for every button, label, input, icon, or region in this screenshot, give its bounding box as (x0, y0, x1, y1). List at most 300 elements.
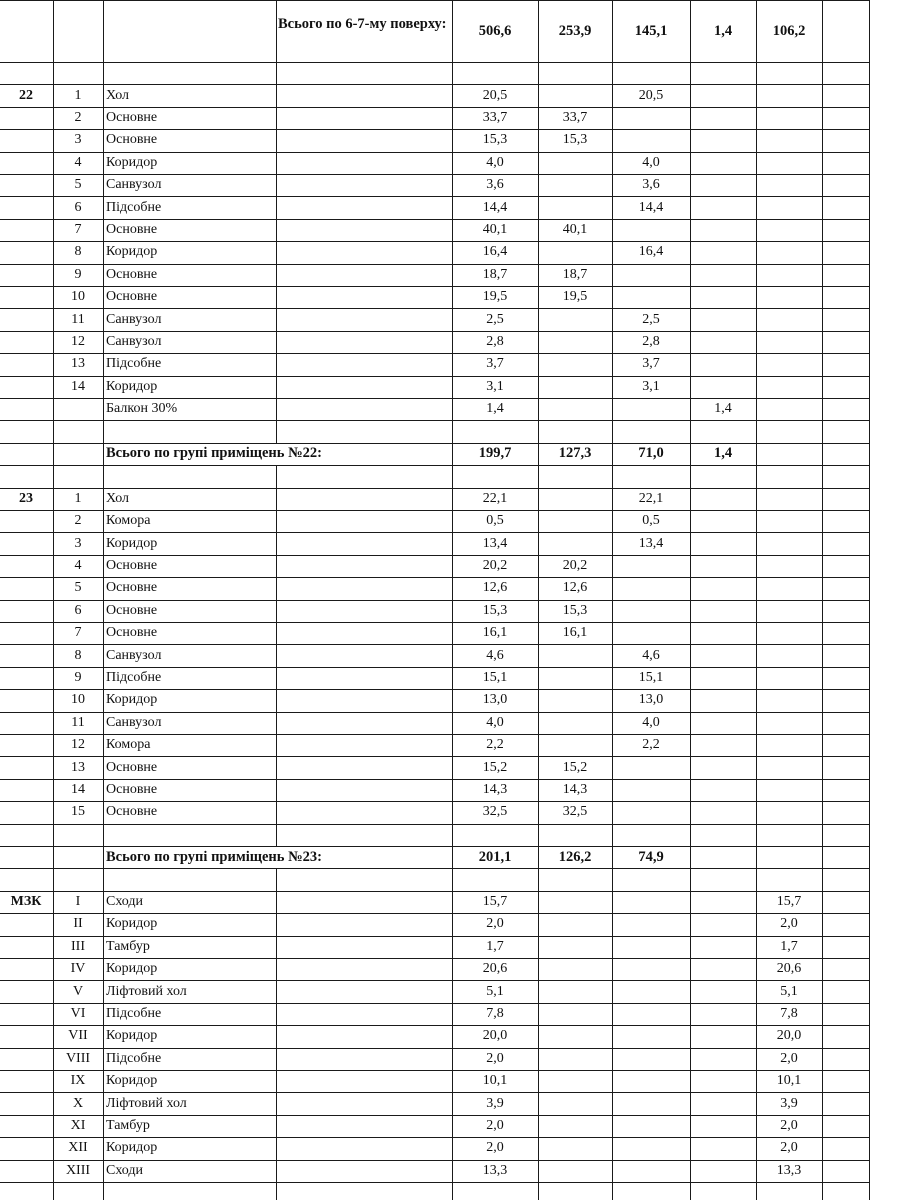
room-name-cell: Основне (106, 781, 158, 797)
aux-area-cell (612, 891, 690, 913)
main-area-cell (538, 376, 612, 398)
aux-area-cell (612, 756, 690, 778)
column-divider (276, 420, 277, 442)
main-area-cell (538, 1025, 612, 1047)
total-area-cell: 2,0 (486, 1117, 504, 1133)
column-divider (690, 0, 691, 1200)
row-divider (0, 1070, 870, 1071)
row-divider (0, 1092, 870, 1093)
aux-area-cell: 20,5 (638, 87, 664, 103)
room-number-cell: IX (70, 1073, 86, 1089)
total-area-cell: 33,7 (482, 109, 508, 125)
balcony-area-cell (690, 667, 756, 689)
room-name-cell: Основне (106, 557, 158, 573)
room-number-cell: 9 (74, 669, 82, 685)
column-divider (276, 174, 277, 196)
room-number-cell: XI (70, 1117, 86, 1133)
common-area-cell (756, 308, 822, 330)
main-area-cell (538, 488, 612, 510)
main-area-cell (538, 1092, 612, 1114)
total-area-cell: 14,3 (482, 781, 508, 797)
room-name-cell: Балкон 30% (106, 401, 178, 417)
main-area-cell: 15,2 (562, 759, 588, 775)
group-cell (0, 1070, 52, 1092)
balcony-area-cell (690, 936, 756, 958)
blank-row (0, 62, 915, 84)
common-area-cell: 10,1 (776, 1073, 802, 1089)
column-divider (276, 779, 277, 801)
group-cell (0, 376, 52, 398)
table-row (0, 689, 915, 711)
table-row (0, 264, 915, 286)
header-total-row (0, 0, 915, 62)
room-name-cell: Сходи (106, 893, 144, 909)
room-number-cell: XIII (65, 1162, 91, 1178)
total-area-cell: 12,6 (482, 580, 508, 596)
total-area-cell: 15,3 (482, 602, 508, 618)
column-divider (276, 644, 277, 666)
row-divider (0, 286, 870, 287)
row-divider (0, 129, 870, 130)
group-cell (0, 577, 52, 599)
row-divider (0, 219, 870, 220)
row-divider (0, 1137, 870, 1138)
room-number-cell: I (75, 893, 81, 909)
column-divider (756, 0, 757, 1200)
group-cell (0, 174, 52, 196)
group-cell (0, 801, 52, 823)
total-area-cell: 15,3 (482, 132, 508, 148)
total-area-cell: 20,5 (482, 87, 508, 103)
group-cell (0, 644, 52, 666)
column-divider (822, 0, 823, 1200)
aux-area-cell (612, 398, 690, 420)
group-cell (0, 308, 52, 330)
balcony-area-cell (690, 644, 756, 666)
total-area-cell: 4,0 (486, 714, 504, 730)
common-area-cell (756, 756, 822, 778)
row-divider (0, 308, 870, 309)
common-area-cell: 3,9 (780, 1095, 798, 1111)
row-divider (0, 913, 870, 914)
balcony-area-cell (690, 1048, 756, 1070)
balcony-area-cell (690, 801, 756, 823)
room-number-cell: 1 (74, 490, 82, 506)
group-cell (0, 241, 52, 263)
room-number-cell: 8 (74, 244, 82, 260)
room-number-cell: II (73, 916, 83, 932)
row-divider (0, 1003, 870, 1004)
column-divider (612, 0, 613, 1200)
main-area-cell: 20,2 (562, 557, 588, 573)
total-area-cell: 2,5 (486, 311, 504, 327)
room-name-cell: Коридор (106, 961, 158, 977)
common-area-cell (756, 376, 822, 398)
common-area-cell (756, 712, 822, 734)
aux-area-cell (612, 622, 690, 644)
row-divider (0, 353, 870, 354)
table-row (0, 600, 915, 622)
table-row (0, 219, 915, 241)
row-divider (0, 622, 870, 623)
common-area-cell: 1,7 (780, 938, 798, 954)
main-area-cell (538, 84, 612, 106)
balcony-area-cell (690, 1160, 756, 1182)
row-divider (0, 532, 870, 533)
column-divider (276, 868, 277, 890)
common-area-cell (756, 286, 822, 308)
column-divider (276, 488, 277, 510)
total-area-cell: 1,7 (486, 938, 504, 954)
room-name-cell: Тамбур (106, 1117, 150, 1133)
main-area-cell (538, 331, 612, 353)
room-number-cell: 12 (71, 333, 85, 349)
common-area-cell (756, 107, 822, 129)
common-area-cell (756, 174, 822, 196)
column-divider (276, 353, 277, 375)
main-area-cell (538, 712, 612, 734)
room-name-cell: Санвузол (106, 333, 162, 349)
group-cell (0, 286, 52, 308)
floor-total-label: Всього по 6-7-му поверху: (278, 16, 447, 32)
aux-area-cell (612, 264, 690, 286)
main-area-cell (538, 353, 612, 375)
room-number-cell: 13 (71, 356, 85, 372)
main-area-cell (538, 913, 612, 935)
room-name-cell: Коридор (106, 535, 158, 551)
main-area-cell: 15,3 (562, 602, 588, 618)
column-divider (53, 0, 54, 1200)
row-divider (0, 868, 870, 869)
total-area-cell: 3,1 (486, 378, 504, 394)
main-area-cell (538, 308, 612, 330)
column-divider (276, 1048, 277, 1070)
aux-area-cell (612, 577, 690, 599)
row-divider (0, 241, 870, 242)
column-divider (276, 532, 277, 554)
table-row (0, 622, 915, 644)
group-cell (0, 622, 52, 644)
aux-area-cell: 4,0 (642, 714, 660, 730)
column-divider (276, 62, 277, 84)
common-area-cell (756, 577, 822, 599)
room-number-cell: 2 (74, 513, 82, 529)
total-area-cell: 2,2 (486, 737, 504, 753)
column-divider (276, 756, 277, 778)
room-number-cell: 11 (71, 311, 85, 327)
aux-area-cell (612, 219, 690, 241)
table-row (0, 1048, 915, 1070)
table-row (0, 891, 915, 913)
row-divider (0, 488, 870, 489)
column-divider (276, 1025, 277, 1047)
balcony-area-cell (690, 1137, 756, 1159)
main-area-cell (538, 891, 612, 913)
common-area-cell (756, 219, 822, 241)
total-area-cell: 201,1 (478, 848, 512, 865)
row-divider (0, 644, 870, 645)
room-name-cell: Підсобне (106, 356, 162, 372)
group-cell (0, 1025, 52, 1047)
row-divider (0, 712, 870, 713)
group-cell (0, 936, 52, 958)
main-area-cell (538, 734, 612, 756)
column-divider (276, 219, 277, 241)
common-area-cell (756, 331, 822, 353)
total-area-cell: 3,6 (486, 177, 504, 193)
blank-row (0, 824, 915, 846)
main-area-cell (538, 1137, 612, 1159)
row-divider (0, 756, 870, 757)
aux-area-cell: 15,1 (638, 669, 664, 685)
common-area-cell: 15,7 (776, 893, 802, 909)
group-cell (0, 1115, 52, 1137)
column-divider (276, 555, 277, 577)
total-area-cell: 22,1 (482, 490, 508, 506)
room-name-cell: Комора (106, 737, 151, 753)
total-area-cell: 13,3 (482, 1162, 508, 1178)
table-row (0, 488, 915, 510)
row-divider (0, 577, 870, 578)
group-total-row (0, 846, 915, 868)
common-area-cell (756, 801, 822, 823)
column-divider (276, 980, 277, 1002)
aux-area-cell: 22,1 (638, 490, 664, 506)
room-number-cell (54, 398, 102, 420)
room-name-cell: Ліфтовий хол (106, 983, 187, 999)
aux-area-cell (612, 936, 690, 958)
row-divider (0, 667, 870, 668)
row-divider (0, 174, 870, 175)
group-cell (0, 958, 52, 980)
row-divider (0, 689, 870, 690)
table-row (0, 398, 915, 420)
total-area-cell: 3,7 (486, 356, 504, 372)
group-cell (0, 734, 52, 756)
table-row (0, 1115, 915, 1137)
table-row (0, 712, 915, 734)
room-name-cell: Основне (106, 289, 158, 305)
column-divider (276, 398, 277, 420)
room-number-cell: 7 (74, 221, 82, 237)
balcony-area-cell (690, 846, 756, 868)
room-number-cell: 5 (74, 177, 82, 193)
balcony-area-cell (690, 555, 756, 577)
aux-area-cell (612, 801, 690, 823)
table-row (0, 801, 915, 823)
aux-area-cell (612, 1048, 690, 1070)
floor-main-area: 253,9 (558, 22, 592, 39)
total-area-cell: 15,2 (482, 759, 508, 775)
column-divider (276, 734, 277, 756)
aux-area-cell: 71,0 (638, 445, 664, 462)
group-total-label: Всього по групі приміщень №22: (106, 445, 322, 462)
aux-area-cell (612, 1025, 690, 1047)
total-area-cell: 40,1 (482, 221, 508, 237)
main-area-cell: 33,7 (562, 109, 588, 125)
main-area-cell (538, 1003, 612, 1025)
room-name-cell: Основне (106, 804, 158, 820)
common-area-cell (756, 779, 822, 801)
column-divider (276, 84, 277, 106)
total-area-cell: 5,1 (486, 983, 504, 999)
row-divider (0, 1182, 870, 1183)
row-divider (0, 980, 870, 981)
row-divider (0, 465, 870, 466)
group-cell (0, 1048, 52, 1070)
balcony-area-cell (690, 1115, 756, 1137)
column-divider (276, 1182, 277, 1200)
table-row (0, 577, 915, 599)
group-cell (0, 1137, 52, 1159)
balcony-area-cell (690, 734, 756, 756)
balcony-area-cell (690, 600, 756, 622)
column-divider (276, 308, 277, 330)
total-area-cell: 4,0 (486, 154, 504, 170)
floor-balcony-area: 1,4 (713, 22, 733, 39)
room-name-cell: Коридор (106, 1140, 158, 1156)
group-cell (0, 353, 52, 375)
group-cell (0, 667, 52, 689)
total-area-cell: 10,1 (482, 1073, 508, 1089)
row-divider (0, 510, 870, 511)
row-divider (0, 846, 870, 847)
total-area-cell: 0,5 (486, 513, 504, 529)
balcony-area-cell (690, 779, 756, 801)
table-row (0, 756, 915, 778)
table-row (0, 1137, 915, 1159)
aux-area-cell: 14,4 (638, 199, 664, 215)
group-cell (0, 219, 52, 241)
total-area-cell: 16,1 (482, 625, 508, 641)
column-divider (276, 1003, 277, 1025)
common-area-cell (756, 353, 822, 375)
room-number-cell: 15 (71, 804, 85, 820)
row-divider (0, 398, 870, 399)
row-divider (0, 443, 870, 444)
aux-area-cell: 2,2 (642, 737, 660, 753)
room-name-cell: Коридор (106, 378, 158, 394)
table-row (0, 152, 915, 174)
column-divider (276, 510, 277, 532)
column-divider (276, 712, 277, 734)
room-name-cell: Основне (106, 266, 158, 282)
room-name-cell: Коридор (106, 154, 158, 170)
table-row (0, 308, 915, 330)
table-row (0, 1160, 915, 1182)
table-row (0, 241, 915, 263)
table-row (0, 196, 915, 218)
table-row (0, 644, 915, 666)
table-row (0, 107, 915, 129)
balcony-area-cell (690, 308, 756, 330)
common-area-cell (756, 510, 822, 532)
balcony-area-cell (690, 980, 756, 1002)
room-name-cell: Основне (106, 625, 158, 641)
room-number-cell: III (71, 938, 85, 954)
column-divider (276, 331, 277, 353)
balcony-area-cell (690, 376, 756, 398)
room-number-cell: XII (68, 1140, 88, 1156)
group-cell (0, 129, 52, 151)
column-divider (276, 376, 277, 398)
room-name-cell: Комора (106, 513, 151, 529)
column-divider (276, 1092, 277, 1114)
room-name-cell: Коридор (106, 692, 158, 708)
balcony-area-cell (690, 1092, 756, 1114)
common-area-cell (756, 152, 822, 174)
table-row (0, 734, 915, 756)
balcony-area-cell (690, 577, 756, 599)
main-area-cell: 40,1 (562, 221, 588, 237)
aux-area-cell: 2,5 (642, 311, 660, 327)
room-number-cell: VII (68, 1028, 88, 1044)
total-area-cell: 15,1 (482, 669, 508, 685)
balcony-area-cell (690, 196, 756, 218)
common-area-cell: 20,6 (776, 961, 802, 977)
aux-area-cell (612, 1160, 690, 1182)
main-area-cell (538, 1115, 612, 1137)
total-area-cell: 3,9 (486, 1095, 504, 1111)
group-cell (0, 600, 52, 622)
aux-area-cell: 13,0 (638, 692, 664, 708)
group-cell (0, 331, 52, 353)
room-number-cell: 13 (71, 759, 85, 775)
room-number-cell: 7 (74, 625, 82, 641)
main-area-cell (538, 689, 612, 711)
main-area-cell (538, 152, 612, 174)
group-cell (0, 532, 52, 554)
room-name-cell: Основне (106, 221, 158, 237)
room-number-cell: 6 (74, 199, 82, 215)
column-divider (276, 264, 277, 286)
column-divider (276, 1070, 277, 1092)
table-row (0, 84, 915, 106)
balcony-area-cell: 1,4 (714, 401, 732, 417)
aux-area-cell (612, 913, 690, 935)
group-cell: МЗК (10, 893, 42, 909)
table-row (0, 667, 915, 689)
aux-area-cell: 4,6 (642, 647, 660, 663)
aux-area-cell: 3,6 (642, 177, 660, 193)
common-area-cell (756, 264, 822, 286)
room-number-cell: 5 (74, 580, 82, 596)
table-row (0, 174, 915, 196)
common-area-cell (756, 846, 822, 868)
aux-area-cell (612, 1115, 690, 1137)
column-divider (276, 1115, 277, 1137)
column-divider (538, 0, 539, 1200)
total-area-cell: 4,6 (486, 647, 504, 663)
row-divider (0, 600, 870, 601)
total-area-cell: 18,7 (482, 266, 508, 282)
common-area-cell (756, 532, 822, 554)
group-cell: 23 (19, 490, 33, 506)
room-number-cell: 1 (74, 87, 82, 103)
floor-aux-area: 145,1 (634, 22, 668, 39)
main-area-cell: 19,5 (562, 289, 588, 305)
balcony-area-cell (690, 286, 756, 308)
room-number-cell: 8 (74, 647, 82, 663)
table-row (0, 1003, 915, 1025)
main-area-cell (538, 196, 612, 218)
room-name-cell: Коридор (106, 916, 158, 932)
total-area-cell: 2,8 (486, 333, 504, 349)
total-area-cell: 2,0 (486, 1140, 504, 1156)
main-area-cell: 16,1 (562, 625, 588, 641)
row-divider (0, 1115, 870, 1116)
blank-row (0, 465, 915, 487)
